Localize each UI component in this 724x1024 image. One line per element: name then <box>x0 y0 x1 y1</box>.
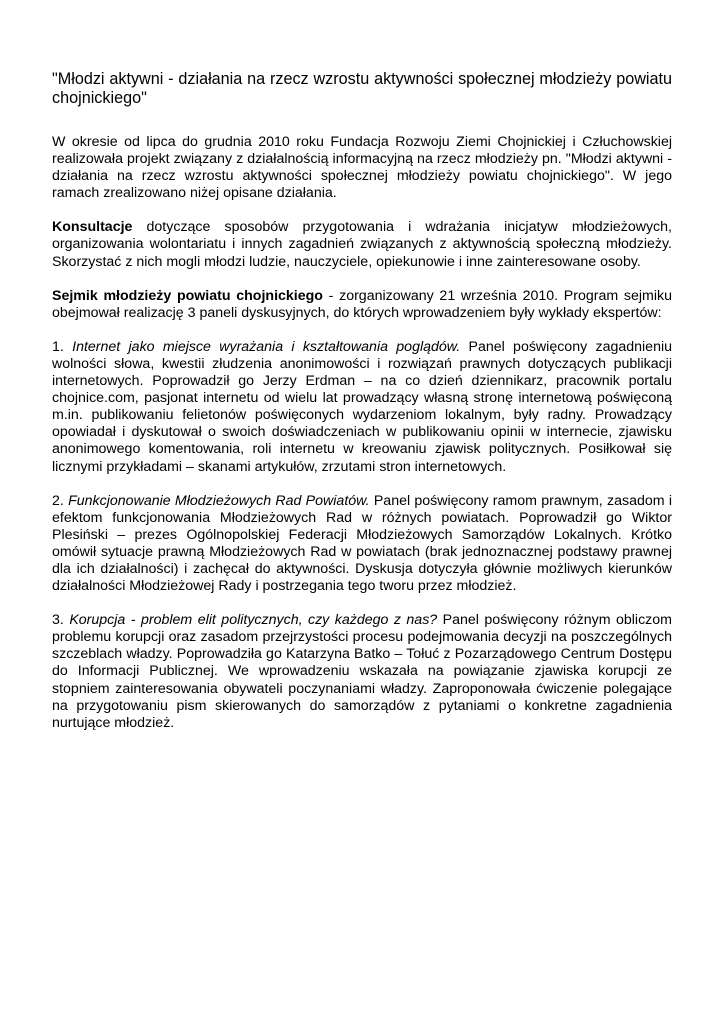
sejmik-heading: Sejmik młodzieży powiatu chojnickiego <box>52 287 323 304</box>
panel-3-paragraph <box>52 612 672 732</box>
panel-1-paragraph <box>52 339 672 476</box>
panel-3-text: Panel poświęcony różnym obliczom problemu korupcji oraz zasadom przejrzystości procesu podejmowania decyzji na poszczególnych szczeblach władzy. Poprowadziła go Katarzyna Batko – Tołuć z Pozarządowego Centrum Dostępu do Informacji Publicznej. We wprowadzeniu wskazała na powiązanie zjawiska korupcji ze stopniem zainteresowania obywateli poczynaniami władzy. Zaproponowała ćwiczenie polegające na przygotowaniu pism skierowanych do samorządów z pytaniami o konkretne zagadnienia nurtujące młodzież. <box>52 612 672 731</box>
panel-2-paragraph <box>52 493 672 596</box>
panel-3-title: Korupcja - problem elit politycznych, czy każdego z nas? <box>69 612 438 629</box>
panel-1-number: 1. <box>52 338 73 355</box>
panel-2-title: Funkcjonowanie Młodzieżowych Rad Powiatów. <box>68 492 370 509</box>
panel-2-text: Panel poświęcony ramom prawnym, zasadom i efektom funkcjonowania Młodzieżowych Rad w różnych powiatach. Poprowadził go Wiktor Plesiński – prezes Ogólnopolskiej Federacji Młodzieżowych Samorządów Lokalnych. Krótko omówił sytuacje prawną Młodzieżowych Rad w powiatach (brak jednoznacznej podstawy prawnej dla ich działalności) i zachęcał do aktywności. Dyskusja dotyczyła głównie możliwych kierunków działalności Młodzieżowej Rady i postrzegania tego tworu przez młodzież. <box>52 492 672 595</box>
konsultacje-heading: Konsultacje <box>52 219 133 236</box>
document-page <box>52 70 672 749</box>
konsultacje-paragraph <box>52 219 672 270</box>
panel-3-number: 3. <box>52 612 70 629</box>
panel-2-number: 2. <box>52 492 69 509</box>
document-title: "Młodzi aktywni - działania na rzecz wzrostu aktywności społecznej młodzieży powiatu chojnickiego" <box>52 70 672 107</box>
panel-1-title: Internet jako miejsce wyrażania i kształtowania poglądów. <box>72 338 461 355</box>
sejmik-paragraph <box>52 288 672 322</box>
intro-paragraph: W okresie od lipca do grudnia 2010 roku Fundacja Rozwoju Ziemi Chojnickiej i Człuchowskiej realizowała projekt związany z działalnością informacyjną na rzecz młodzieży pn. "Młodzi aktywni - działania na rzecz wzrostu aktywności społecznej młodzieży powiatu chojnickiego". W jego ramach zrealizowano niżej opisane działania. <box>52 134 672 202</box>
panel-1-text: Panel poświęcony zagadnieniu wolności słowa, kwestii złudzenia anonimowości i rozwiązań prawnych dotyczących publikacji internetowych. Poprowadził go Jerzy Erdman – na co dzień dziennikarz, pracownik portalu chojnice.com, pasjonat internetu od wielu lat prowadzący własną stronę internetową poświęconą m.in. publikowaniu felietonów poświęconych wydarzeniom lokalnym, były radny. Prowadzący opowiadał i dyskutował o swoich doświadczeniach w publikowaniu opinii w internecie, zjawisku anonimowego komentowania, roli internetu w kreowaniu zjawisk politycznych. Posiłkował się licznymi przykładami – skanami artykułów, zrzutami stron internetowych. <box>52 338 672 475</box>
konsultacje-text: dotyczące sposobów przygotowania i wdrażania inicjatyw młodzieżowych, organizowania wolontariatu i innych zagadnień związanych z aktywnością społeczną młodzieży. Skorzystać z nich mogli młodzi ludzie, nauczyciele, opiekunowie i inne zainteresowane osoby. <box>52 219 672 270</box>
sejmik-text: - zorganizowany 21 września 2010. Program sejmiku obejmował realizację 3 paneli dyskusyjnych, do których wprowadzeniem były wykłady ekspertów: <box>52 287 672 321</box>
